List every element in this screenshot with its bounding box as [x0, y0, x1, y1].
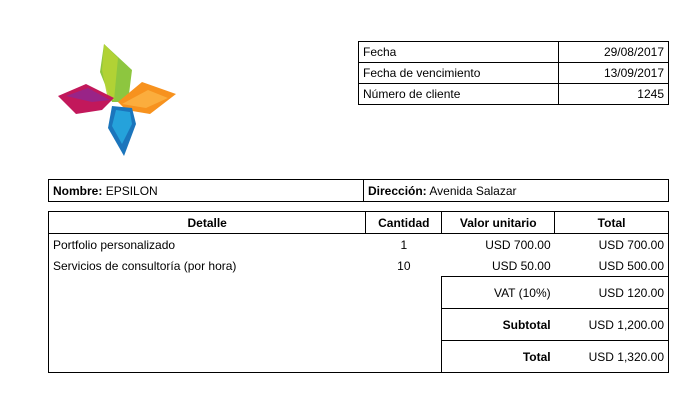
- row-detail: Servicios de consultoría (por hora): [49, 255, 366, 277]
- client-name-label: Nombre:: [53, 183, 103, 198]
- row-quantity: 1: [400, 237, 408, 252]
- subtotal-label: Subtotal: [442, 309, 555, 341]
- client-address-cell: [364, 180, 669, 202]
- total-row: [49, 341, 669, 373]
- meta-label: Fecha: [359, 42, 559, 63]
- meta-value: 1245: [559, 84, 669, 105]
- total-label: Total: [442, 341, 555, 373]
- table-header-row: [49, 212, 669, 234]
- blank-cell: [49, 341, 442, 373]
- vat-label: VAT (10%): [442, 277, 555, 309]
- meta-value: 13/09/2017: [559, 63, 669, 84]
- header-unit-price: Valor unitario: [442, 212, 555, 234]
- client-name-cell: [49, 180, 364, 202]
- header-quantity: Cantidad: [366, 212, 442, 234]
- invoice-meta-table: [358, 41, 669, 105]
- table-row: [49, 234, 669, 256]
- header-total: Total: [555, 212, 669, 234]
- row-unit-price: USD 50.00: [491, 258, 551, 273]
- row-unit-price: USD 700.00: [485, 237, 551, 252]
- total-value: USD 1,320.00: [555, 341, 669, 373]
- row-total: USD 700.00: [555, 234, 669, 256]
- meta-row-due-date: [359, 63, 669, 84]
- meta-label: Fecha de vencimiento: [359, 63, 559, 84]
- row-quantity: 10: [397, 258, 411, 273]
- vat-row: [49, 277, 669, 309]
- table-row: [49, 255, 669, 277]
- client-info-table: [48, 179, 669, 202]
- meta-label: Número de cliente: [359, 84, 559, 105]
- line-items-table: [48, 211, 669, 373]
- client-address: Avenida Salazar: [429, 183, 517, 198]
- subtotal-row: [49, 309, 669, 341]
- blank-cell: [49, 309, 442, 341]
- subtotal-value: USD 1,200.00: [555, 309, 669, 341]
- client-name: EPSILON: [105, 183, 158, 198]
- blank-cell: [49, 277, 442, 309]
- client-address-label: Dirección:: [368, 183, 427, 198]
- meta-row-date: [359, 42, 669, 63]
- header-detail: Detalle: [49, 212, 366, 234]
- vat-value: USD 120.00: [555, 277, 669, 309]
- meta-value: 29/08/2017: [559, 42, 669, 63]
- row-total: USD 500.00: [555, 255, 669, 277]
- row-detail: Portfolio personalizado: [49, 234, 366, 256]
- meta-row-client-number: [359, 84, 669, 105]
- company-logo: [52, 40, 180, 160]
